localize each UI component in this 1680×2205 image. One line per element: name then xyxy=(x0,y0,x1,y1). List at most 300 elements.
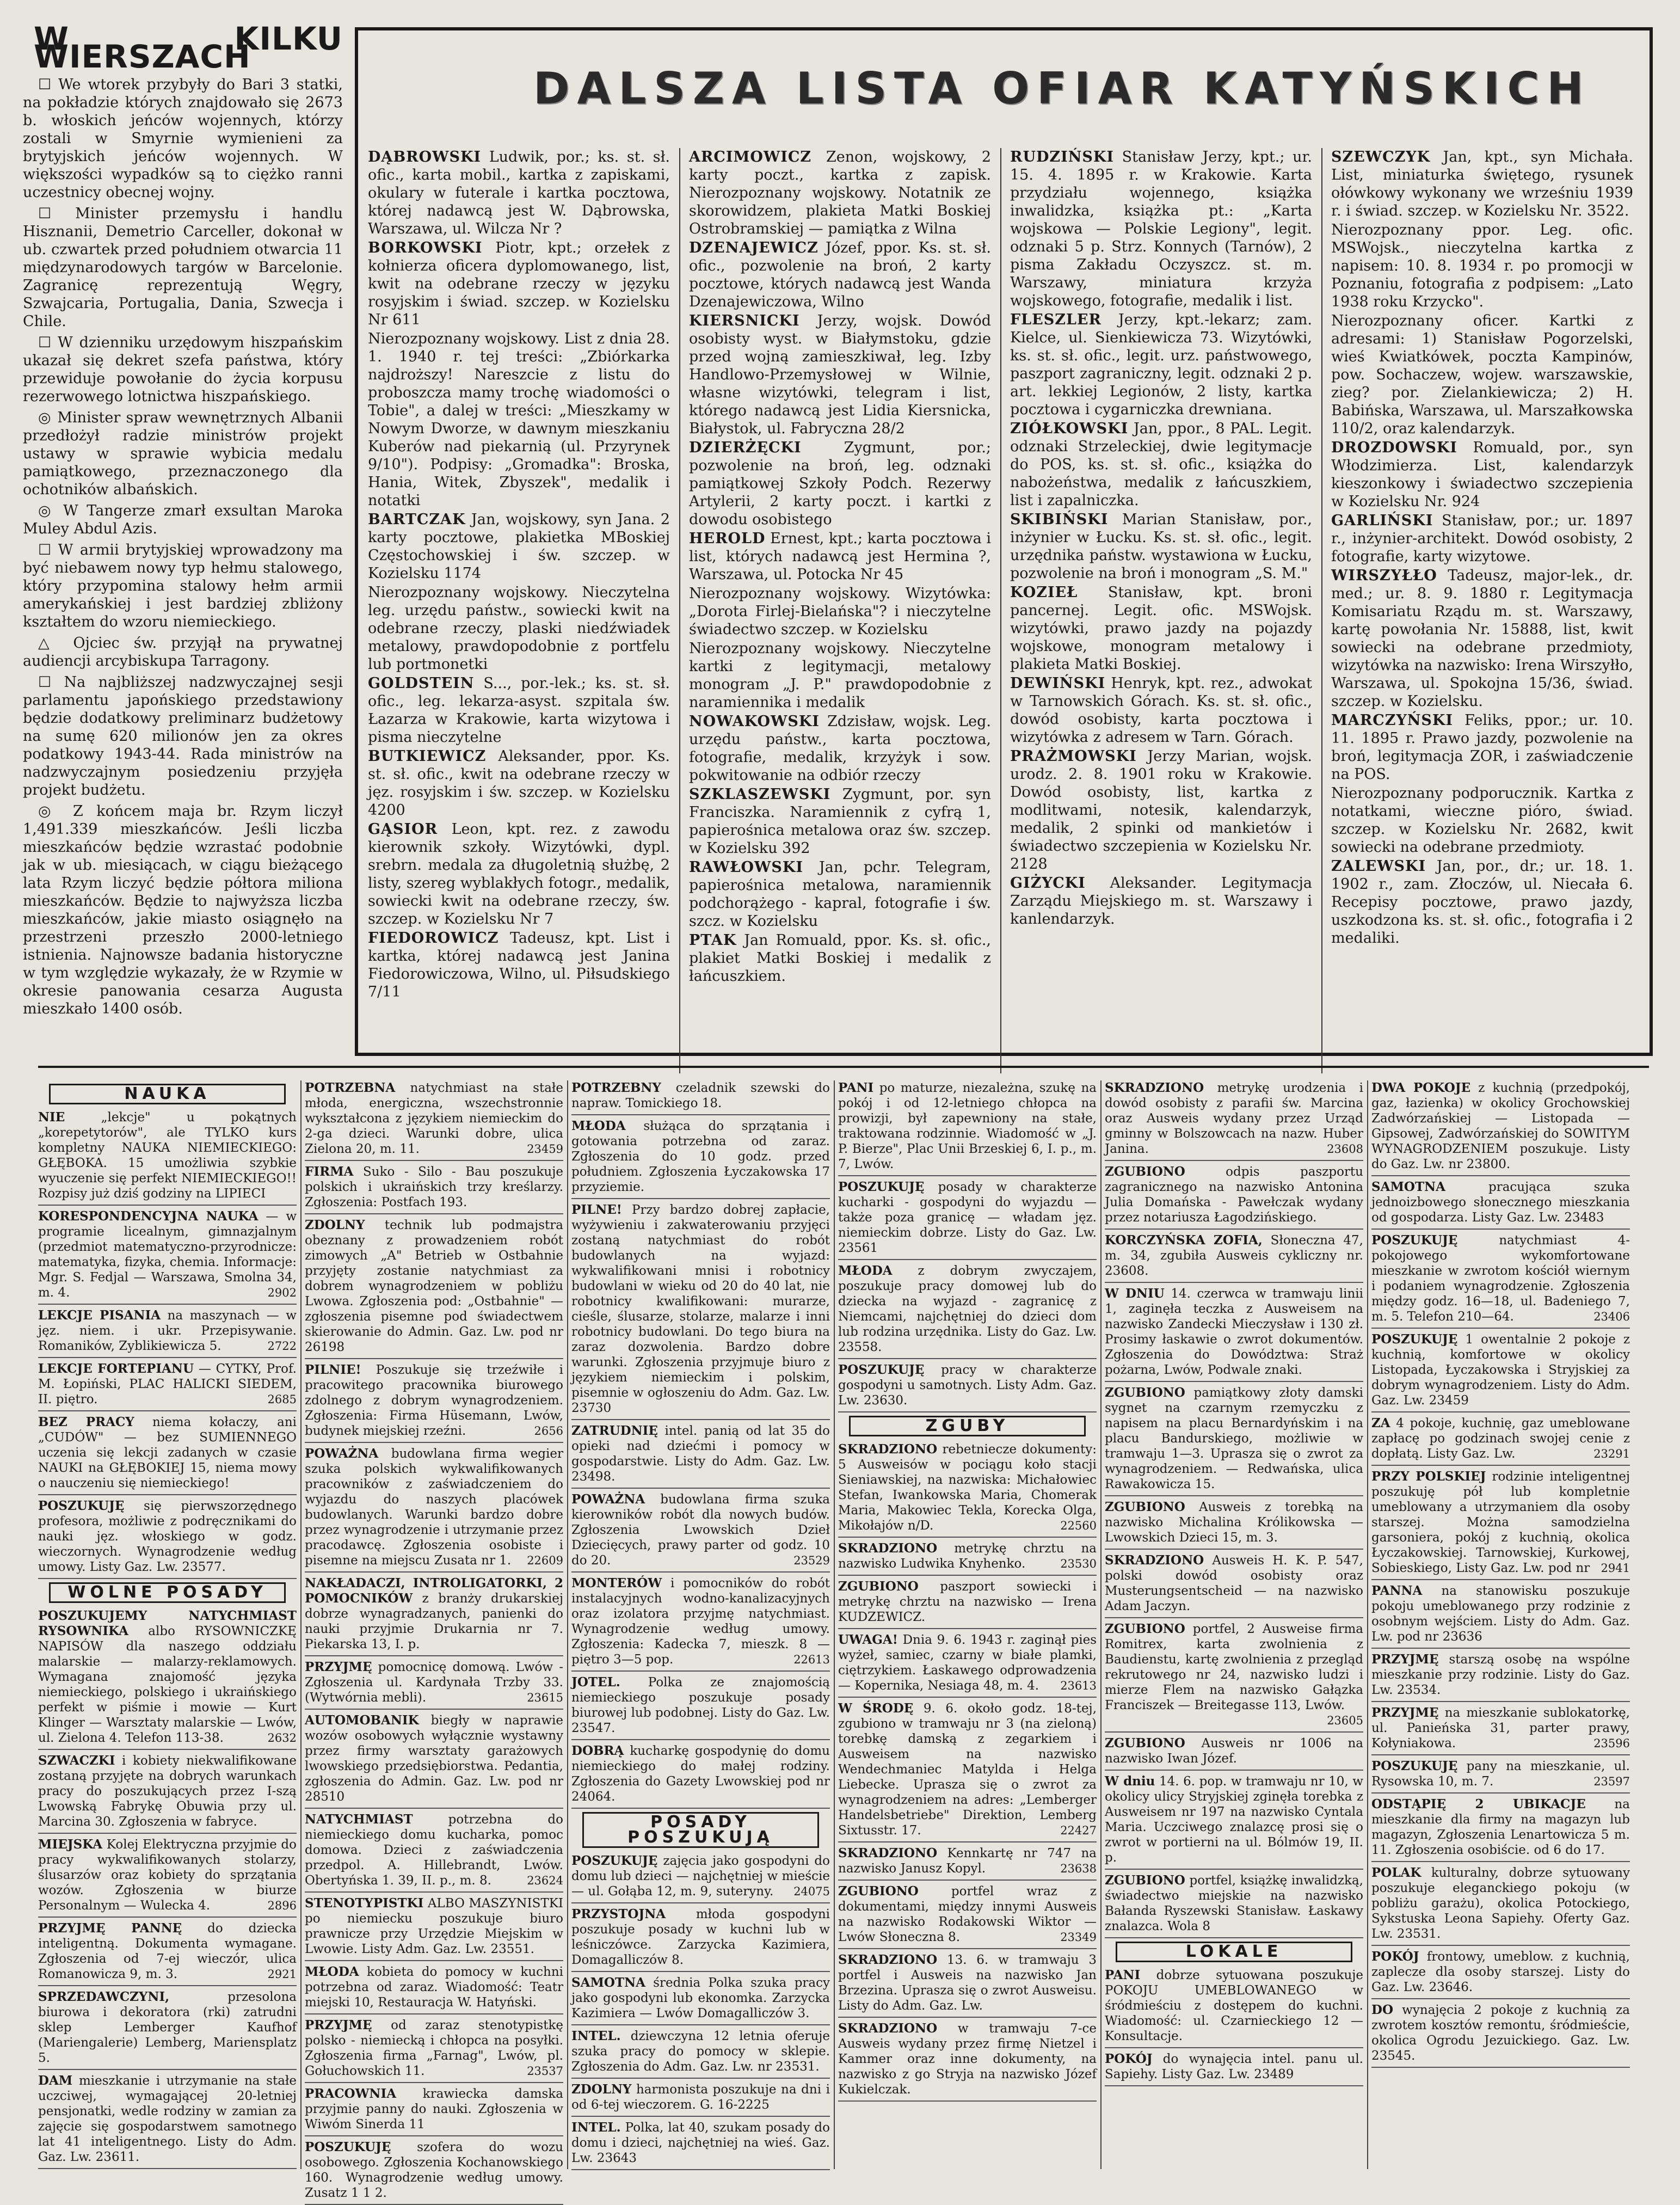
ad-code: 2632 xyxy=(267,1731,297,1745)
ad-text: przesolona biurowa i dekoratora (rki) zatrudni sklep Lemberger Kaufhof (Mariengalerie) Lemberg, Mariensplatz 5. xyxy=(38,1990,297,2065)
ad-text: się pierwszorzędnego profesora, możliwie z podręcznikami do nauki jęz. włoskiego w godz. wieczornych. Wynagrodzenie według umowy. Listy Gaz. Lw. 23577. xyxy=(38,1499,297,1574)
victim-surname: KOZIEŁ xyxy=(1010,584,1078,601)
victim-entry xyxy=(1331,567,1633,710)
ad-lead: DWA POKOJE xyxy=(1371,1080,1471,1095)
ad-lead: BEZ PRACY xyxy=(38,1415,134,1429)
victim-details: Jan, por., dr.; ur. 18. 1. 1902 r., zam. Złoczów, ul. Niecała 6. Recepisy pocztowe, prawo jazdy, uszkodzona ks. st. sł. ofic., fotografia i 2 medaliki. xyxy=(1331,858,1633,947)
ad-lead: DOBRĄ xyxy=(571,1743,624,1758)
ad-code: 2656 xyxy=(534,1424,563,1438)
victim-surname: ZALEWSKI xyxy=(1331,858,1426,875)
column-rule xyxy=(300,1080,301,2169)
victim-entry xyxy=(1331,439,1633,511)
victim-surname: FLESZLER xyxy=(1010,311,1101,328)
classified-ad xyxy=(1105,1500,1363,1550)
news-item: ☐ W dzienniku urzędowym hiszpańskim ukazał się dekret szefa państwa, który przewiduje powołanie do życia korpusu rezerwowego lotnictwa hiszpańskiego. xyxy=(23,334,343,405)
ad-lead: POTRZEBNY xyxy=(571,1080,661,1095)
ad-text: ALBO MASZYNISTKI po niemiecku poszukuje biuro prawnicze przy Urzędzie Miejskim w Lwowie. Listy Adm. Gaz. Lw. 23551. xyxy=(305,1896,563,1956)
victim-surname: WIRSZYŁŁO xyxy=(1331,567,1437,584)
ad-text: na maszynach — w jęz. niem. i ukr. Przepisywanie. Romaników, Zyblikiewicza 5. xyxy=(38,1309,297,1353)
classified-ad xyxy=(838,1362,1097,1412)
classified-ad xyxy=(1105,1233,1363,1283)
ad-text: budowlana firma wegier szuka polskich wykwalifikowanych pracowników z zaświadczeniem do wyjazdu do naszych placówek budowlanych. Warunki bardzo dobre przez wynagrodzenie i utrzymanie przez pracodawcę. Zgłoszenia osobiste i pisemne na miejscu Zusata nr 1. xyxy=(305,1447,563,1568)
ad-lead: ODSTĄPIĘ 2 UBIKACJE xyxy=(1371,1797,1586,1811)
classified-ad xyxy=(571,2120,830,2170)
classified-ad xyxy=(571,1675,830,1740)
ads-column xyxy=(38,1080,297,2169)
ad-text: od zaraz stenotypistkę polsko - niemiecką i chłopca na posyłki. Zgłoszenia firma „Farnag", Lwów, pl. Gołuchowskich 11. xyxy=(305,2018,563,2078)
ad-lead: PRZYJMĘ PANNĘ xyxy=(38,1921,182,1936)
classified-ad xyxy=(38,1837,297,1918)
victim-entry xyxy=(1010,674,1312,746)
ad-lead: PRZYJMĘ xyxy=(1371,1705,1439,1720)
ad-code: 2902 xyxy=(267,1286,297,1299)
classified-ad xyxy=(838,1180,1097,1260)
ad-lead: UWAGA! xyxy=(838,1632,898,1647)
ad-text: 14. 6. pop. w tramwaju nr 10, w okolicy ulicy Stryjskiej zginęła torebka z Ausweisem nr 197 na nazwisko Cyntala Maria. Uczciwego znalazcę prosi się o zwrot w portierni na ul. Bólmów 19, II. p. xyxy=(1105,1774,1363,1865)
ad-code: 23608 xyxy=(1327,1143,1363,1156)
classified-ad xyxy=(305,1576,563,1656)
classified-ad xyxy=(571,2082,830,2117)
ad-text: frontowy, umeblow. z kuchnią, zaplecze dla osoby starszej. Listy do Gaz. Lw. 23646. xyxy=(1371,1950,1630,1994)
victim-entry xyxy=(1331,512,1633,566)
victim-entry xyxy=(1331,784,1633,856)
victim-details: Nierozpoznany wojskowy. Nieczytelne kartki z legitymacji, metalowy monogram „J. P." prawdopodobnie z naramiennika i medalik xyxy=(689,640,991,711)
ad-lead: PRZYJMĘ xyxy=(1371,1652,1439,1667)
ad-code: 23624 xyxy=(527,1874,563,1887)
ad-text: średnia Polka szuka pracy jako gospodyni lub ekonomka. Zarzycka Kazimiera — Lwów Domagalliczów 3. xyxy=(571,1976,830,2020)
victim-details: Nierozpoznany wojskowy. List z dnia 28. 1. 1940 r. tej treści: „Zbiórkarka najdroższy! Nareszcie z listu do proboszcza mamy trochę wiadomości o Tobie", a dalej w treści: „Mieszkamy w Nowym Dworze, w dawnym mieszkaniu Kuberów nad piekarnią (ul. Przyrynek 9/10"). Podpisy: „Gromadka": Broska, Hania, Witek, Zbyszek", medalik i notatki xyxy=(368,330,670,509)
classified-ad xyxy=(305,2018,563,2083)
victim-surname: SZEWCZYK xyxy=(1331,149,1431,165)
ad-text: portfel wraz z dokumentami, między innymi Ausweis na nazwisko Rodakowski Wiktor — Lwów Słoneczna 8. xyxy=(838,1884,1097,1944)
ad-text: Suko - Silo - Bau poszukuje polskich i ukraińskich trzy kreślarzy. Zgłoszenia: Postfach 193. xyxy=(305,1165,563,1209)
victim-details: Zygmunt, por. syn Franciszka. Naramiennik z cyfrą 1, papierośnica metalowa oraz św. szczep. w Kozielsku 392 xyxy=(689,786,991,857)
classified-ad xyxy=(1105,1080,1363,1161)
victim-details: Józef, ppor. Ks. st. sł. ofic., pozwolenie na broń, 2 karty pocztowe, których nadawcą jest Wanda Dzenajewiczowa, Wilno xyxy=(689,239,991,310)
news-item: ◎ W Tangerze zmarł exsultan Maroka Muley Abdul Azis. xyxy=(23,502,343,537)
ad-code: 2722 xyxy=(267,1340,297,1353)
ad-lead: POTRZEBNA xyxy=(305,1080,396,1095)
ad-text: portfel, książkę inwalidzką, świadectwo miejskie na nazwisko Bałanda Ryszewski Stanisław. Łaskawy znalazca. Wola 8 xyxy=(1105,1874,1363,1933)
ad-text: metrykę chrztu na nazwisko Ludwika Knyhenko. xyxy=(838,1541,1097,1571)
victim-surname: FIEDOROWICZ xyxy=(368,930,499,947)
victim-surname: BARTCZAK xyxy=(368,511,466,528)
classified-ad xyxy=(305,1812,563,1893)
victim-entry xyxy=(368,929,670,1001)
victim-details: Zenon, wojskowy, 2 karty poczt., kartka z zapisk. Nierozpoznany wojskowy. Notatnik ze skorowidzem, plakieta Matki Boskiej Ostrobramskiej — pamiątka z Wilna xyxy=(689,149,991,237)
katyn-column xyxy=(689,148,991,1073)
ad-lead: MIEJSKA xyxy=(38,1837,103,1852)
ad-text: z dobrym zwyczajem, poszukuje pracy domowej lub do dziecka na wyjazd - zagranicę z Niemcami, najchętniej do dzieci dom lub rodzina urzędnika. Listy do Gaz. Lw. 23558. xyxy=(838,1264,1097,1354)
ad-lead: PANI xyxy=(838,1080,874,1095)
classified-ad xyxy=(838,1846,1097,1881)
victim-surname: SKIBIŃSKI xyxy=(1010,511,1109,528)
ad-lead: MONTERÓW xyxy=(571,1576,662,1590)
ad-lead: NIE xyxy=(38,1110,65,1125)
ad-text: 1 owentalnie 2 pokoje z kuchnią, komfortowe w okolicy Listopada, Łyczakowska i Stryjskiej za dobrym wynagrodzeniem. Listy do Adm. Gaz. Lw. 23459 xyxy=(1371,1332,1630,1408)
classified-ad xyxy=(571,1119,830,1199)
ads-column xyxy=(1371,1080,1630,2169)
ad-text: Ausweis H. K. P. 547, polski dowód osobisty oraz Musterungsentscheid — na nazwisko Adam Jaczyn. xyxy=(1105,1553,1363,1613)
classified-ad xyxy=(1105,1774,1363,1870)
victim-details: Stanisław Jerzy, kpt.; ur. 15. 4. 1895 r. w Krakowie. Karta przydziału wojennego, książka inwalidzka, książka pt.: „Karta wojskowa — Polskie Legiony", legit. odznaki 5 p. Strz. Konnych (Tarnów), 2 pisma Zakładu Oczyszcz. st. m. Warszawy, miniatura krzyża wojskowego, fotografie, medalik i list. xyxy=(1010,149,1312,309)
ad-text: do dziecka inteligentną. Dokumenta wymagane. Zgłoszenia od 7-ej wieczór, ulica Romanowicza 9, m. 3. xyxy=(38,1921,297,1981)
victim-details: Stanisław, kpt. broni pancernej. Legit. ofic. MSWojsk. wizytówki, prawo jazdy na pojazdy wojskowe, monogram metalowy i plakieta Matki Boskiej. xyxy=(1010,584,1312,673)
victim-details: Stanisław, por.; ur. 1897 r., inżynier-architekt. Dowód osobisty, 2 fotografie, karty wizytowe. xyxy=(1331,512,1633,565)
ad-text: i pomocników do robót instalacyjnych wodno-kanalizacyjnych oraz izolatora przyjmę natychmiast. Wynagrodzenie według umowy. Zgłoszenia: Kadecka 7, mieszk. 8 — piętro 3—5 pop. xyxy=(571,1576,830,1667)
ad-lead: POWAŻNA xyxy=(571,1492,645,1507)
classified-ad xyxy=(38,1608,297,1750)
ad-lead: POSZUKUJĘ xyxy=(1371,1233,1458,1248)
victim-details: Nierozpoznany wojskowy. Nieczytelna leg. urzędu państw., sowiecki kwit na odebrane rzeczy, plaski niedźwiadek metalowy, prawdopodobnie z portfelu lub portmonetki xyxy=(368,584,670,673)
victim-entry xyxy=(368,148,670,238)
classified-ad xyxy=(305,1713,563,1809)
victim-details: Piotr, kpt.; orzełek z kołnierza oficera dyplomowanego, list, kwit na odebrane rzeczy w języku rosyjskim i świad. szczep. w Kozielsku Nr 611 xyxy=(368,239,670,328)
classified-ad xyxy=(1105,1385,1363,1496)
victim-entry xyxy=(689,239,991,311)
classified-ad xyxy=(1371,1332,1630,1412)
classified-ad xyxy=(305,2086,563,2136)
ad-lead: POSZUKUJĘ xyxy=(38,1498,125,1513)
victim-entry xyxy=(1010,511,1312,582)
ad-code: 23613 xyxy=(1060,1679,1097,1692)
classified-ad xyxy=(38,1308,297,1358)
ad-lead: SZWACZKI xyxy=(38,1753,115,1768)
classified-ad xyxy=(1105,1553,1363,1618)
victim-entry xyxy=(368,330,670,509)
victim-details: Feliks, ppor.; ur. 10. 11. 1895 r. Prawo jazdy, pozwolenie na broń, legitymacja ZOR, i zaświadczenie na POS. xyxy=(1331,712,1633,783)
ad-text: kucharkę gospodynię do domu niemieckiego do małej rodziny. Zgłoszenia do Gazety Lwowskiej pod nr 24064. xyxy=(571,1744,830,1804)
ad-lead: MŁODA xyxy=(838,1263,893,1278)
victim-entry xyxy=(368,584,670,673)
ad-lead: W ŚRODĘ xyxy=(838,1701,914,1716)
classified-ad xyxy=(571,1743,830,1809)
victim-surname: PTAK xyxy=(689,932,737,949)
victim-details: Jerzy, wojsk. Dowód osobisty wyst. w Białymstoku, gdzie przed wojną zamieszkiwał, leg. Izby Handlowo-Przemysłowej w Wilnie, własne wizytówki, telegram i list, którego nadawcą jest Lidia Kiersnicka, Białystok, ul. Fabryczna 28/2 xyxy=(689,312,991,437)
victim-entry xyxy=(689,640,991,711)
ad-lead: ZDOLNY xyxy=(571,2082,632,2097)
victim-surname: HEROLD xyxy=(689,530,766,547)
victim-details: Jan, kpt., syn Michała. List, miniaturka świętego, rysunek ołówkowy wykonany we wrześniu 1939 r. i świad. szczep. w Kozielsku Nr. 3522. xyxy=(1331,149,1633,219)
ad-text: wynajęcia 2 pokoje z kuchnią za zwrotem kosztów remontu, śródmieście, okolica Ogrodu Jezuickiego. Gaz. Lw. 23545. xyxy=(1371,2003,1630,2063)
victim-entry xyxy=(1331,711,1633,783)
victim-details: Tadeusz, kpt. List i kartka, której nadawcą jest Janina Fiedorowiczowa, Wilno, ul. Piłsudskiego 7/11 xyxy=(368,930,670,1000)
ad-lead: FIRMA xyxy=(305,1164,354,1179)
ad-lead: ZGUBIONO xyxy=(1105,1621,1185,1636)
ad-code: 23615 xyxy=(527,1691,563,1704)
classified-ad xyxy=(571,1423,830,1489)
classified-ad xyxy=(38,1415,297,1495)
victim-entry xyxy=(1331,312,1633,438)
victim-details: Leon, kpt. rez. z zawodu kierownik szkoły. Wizytówki, dypl. srebrn. medala za długoletnią służbę, 2 listy, szereg wyblakłych fotogr., medalik, sowiecki kwit na odebrane rzeczy, św. szczep. w Kozielsku Nr 7 xyxy=(368,821,670,928)
ads-column xyxy=(1105,1080,1363,2169)
ad-text: Poszukuje się trzeźwiłe i pracowitego pracownika biurowego zdolnego z dobrym wynagrodzeniem. Zgłoszenia: Firma Hüsemann, Lwów, budynek miejskiej rzeźni. xyxy=(305,1363,563,1438)
news-item: ☐ W armii brytyjskiej wprowadzony ma być niebawem nowy typ hełmu stalowego, który przypomina stalowy hełm armii amerykańskiej i jest bardziej zbliżony kształtem do wzoru niemieckiego. xyxy=(23,542,343,630)
ad-text: biegły w naprawie wozów osobowych wyłącznie wystawny przez firmy warsztaty garażowych lwowskiego przedsiębiorstwa. Pedantia, zgłoszenia do Admin. Gaz. Lw. pod nr 28510 xyxy=(305,1713,563,1804)
victim-details: Nierozpoznany podporucznik. Kartka z notatkami, wieczne pióro, świad. szczep. w Kozielsku Nr. 2682, kwit sowiecki na odebrane przedmioty. xyxy=(1331,785,1633,856)
victim-surname: DZENAJEWICZ xyxy=(689,239,819,256)
katyn-column xyxy=(1331,148,1633,1073)
ad-text: pracy w charakterze gospodyni u samotnych. Listy Adm. Gaz. Lw. 23630. xyxy=(838,1363,1097,1408)
victim-details: Jan Romuald, ppor. Ks. sł. ofic., plakiet Matki Boskiej i medalik z łańcuszkiem. xyxy=(689,932,991,985)
ad-lead: NAKŁADACZI, INTROLIGATORKI, 2 POMOCNIKÓW xyxy=(305,1576,563,1606)
news-item: ☐ Minister przemysłu i handlu Hisznanii, Demetrio Carceller, dokonał w ub. czwartek przed południem otwarcia 11 międzynarodowych targów w Barcelonie. Zagranicę reprezentują Węgry, Szwajcaria, Portugalia, Dania, Szwecja i Chile. xyxy=(23,205,343,330)
victim-details: Henryk, kpt. rez., adwokat w Tarnowskich Górach. Ks. st. sł. ofic., dowód osobisty, karta pocztowa i wizytówka z adresem w Tarn. Górach. xyxy=(1010,675,1312,746)
ad-text: dziewczyna 12 letnia oferuje szuka pracy do pomocy w sklepie. Zgłoszenia do Adm. Gaz. Lw. nr 23531. xyxy=(571,2029,830,2074)
news-column xyxy=(23,20,343,1075)
ad-text: posady w charakterze kucharki - gospodyni do wyjazdu — także poza granicę — władam jęz. niemieckim dobrze. Listy do Gaz. Lw. 23561 xyxy=(838,1180,1097,1255)
victim-details: S..., por.-lek.; ks. st. sł. ofic., leg. lekarza-asyst. szpitala św. Łazarza w Krakowie, karta wizytowa i pisma nieczytelne xyxy=(368,675,670,746)
ad-text: pany na mieszkanie, ul. Rysowska 10, m. 7. xyxy=(1371,1759,1630,1789)
ad-text: szofera do wozu osobowego. Zgłoszenia Kochanowskiego 160. Wynagrodzenie według umowy. Zusatz 1 1 2. xyxy=(305,2140,563,2200)
news-item: △ Ojciec św. przyjął na prywatnej audiencji arcybiskupa Tarragony. xyxy=(23,635,343,670)
ads-column xyxy=(571,1080,830,2169)
victim-surname: DĄBROWSKI xyxy=(368,149,482,165)
ad-lead: SKRADZIONO xyxy=(838,1442,938,1457)
ad-text: i kobiety niekwalifikowane zostaną przyjęte na dobrych warunkach pracy do poszukujących przez I-szą Lwowską Fabrykę Obuwia przy ul. Marcina 30. Zgłoszenia w fabryce. xyxy=(38,1754,297,1829)
classified-ad xyxy=(571,1907,830,1972)
victim-details: Ludwik, por.; ks. st. sł. ofic., karta mobil., kartka z zapiskami, okulary w futerale i kartka pocztowa, której nadawcą jest W. Dąbrowska, Warszawa, ul. Wilcza Nr ? xyxy=(368,149,670,237)
victim-entry xyxy=(368,747,670,819)
victim-entry xyxy=(1010,874,1312,928)
ad-text: do wynajęcia intel. panu ul. Sapiehy. Listy Gaz. Lw. 23489 xyxy=(1105,2052,1363,2081)
classified-ad xyxy=(571,1202,830,1420)
victim-surname: MARCZYŃSKI xyxy=(1331,712,1454,729)
ad-code: 23291 xyxy=(1593,1447,1630,1460)
ads-section-heading: LOKALE xyxy=(1116,1942,1352,1962)
victim-surname: GARLIŃSKI xyxy=(1331,512,1433,529)
victim-surname: DROZDOWSKI xyxy=(1331,439,1457,456)
classified-ad xyxy=(305,1660,563,1710)
victim-details: Nierozpoznany oficer. Kartki z adresami: 1) Stanisław Pogorzelski, wieś Kwiatkówek, poczta Kampinów, pow. Sochaczew, wojew. warszawskie, zieg? por. Zielankiewicza; 2) H. Babińska, Warszawa, ul. Marszałkowska 110/2, oraz kalendarzyk. xyxy=(1331,312,1633,437)
news-item: ◎ Z końcem maja br. Rzym liczył 1,491.339 mieszkańców. Jeśli liczba mieszkańców będzie wzrastać podobnie jak w ub. miesiącach, w ciągu bieżącego lata Rzym liczyć będzie półtora miliona mieszkańców. Będzie to najwyższa liczba mieszkańców, jakie miasto osiągnęło na przestrzeni przeszło 2000-letniego istnienia. Najnowsze badania historyczne w tym względzie wykazały, że w Rzymie w okresie panowania cesarza Augusta mieszkało 1400 osób. xyxy=(23,803,343,1017)
ad-lead: W dniu xyxy=(1105,1774,1155,1789)
victim-entry xyxy=(368,820,670,928)
ad-code: 23605 xyxy=(1327,1714,1363,1727)
ad-text: na mieszkanie dla firmy na magazyn lub magazyn, Zgłoszenia Lenartowicza 5 m. 11. Zgłoszenia osobiście. od 6 do 17. xyxy=(1371,1797,1630,1857)
ad-text: rebetniecze dokumenty: 5 Ausweisów w pociągu koło stacji Sieniawskiej, na nazwiska: Michałowiec Stefan, Iwankowska Maria, Chomerak Maria, Makowiec Tekla, Korecka Olga, Mikołajów n/D. xyxy=(838,1442,1097,1533)
news-item: ◎ Minister spraw wewnętrznych Albanii przedłożył radzie ministrów projekt ustawy w sprawie wybicia medalu pamiątkowego, przeznaczonego dla ochotników albańskich. xyxy=(23,409,343,498)
ad-lead: SAMOTNA xyxy=(571,1975,645,1990)
victim-entry xyxy=(368,674,670,746)
classified-ad xyxy=(1371,1797,1630,1862)
ad-code: 23530 xyxy=(1060,1557,1097,1570)
ad-lead: ZGUBIONO xyxy=(838,1884,919,1899)
classified-ad xyxy=(571,2029,830,2079)
ad-text: młoda gospodyni poszukuje posady w kuchni lub w leśniczówce. Zarzycka Kazimiera, Domagalliczów 8. xyxy=(571,1907,830,1967)
ad-text: zajęcia jako gospodyni do domu lub dzieci — najchętniej w mieście — ul. Gołąba 12, m. 9, suteryny. xyxy=(571,1854,830,1899)
column-rule xyxy=(834,1080,835,2169)
ad-text: odpis paszportu zagranicznego na nazwisko Antonina Julia Domańska - Pawełczak wydany przez notariusza Łagodzińskiego. xyxy=(1105,1165,1363,1225)
ad-text: czeladnik szewski do napraw. Tomickiego 18. xyxy=(571,1081,830,1110)
classified-ad xyxy=(1371,1180,1630,1230)
classified-ad xyxy=(305,1446,563,1573)
victim-entry xyxy=(689,713,991,784)
victim-entry xyxy=(689,530,991,584)
victim-entry xyxy=(689,785,991,857)
victim-entry xyxy=(1010,420,1312,509)
classified-ad xyxy=(838,1701,1097,1842)
ad-lead: SKRADZIONO xyxy=(1105,1080,1204,1095)
ad-lead: POSZUKUJĘ xyxy=(1371,1332,1458,1347)
classified-ad xyxy=(571,1975,830,2025)
ad-text: na stanowisku poszukuje pokoju umeblowanego przy rodzinie z osobnym wejściem. Listy do Adm. Gaz. Lw. pod nr 23636 xyxy=(1371,1584,1630,1644)
katyn-column xyxy=(368,148,670,1073)
ad-lead: POLAK xyxy=(1371,1865,1421,1880)
ad-text: metrykę urodzenia i dowód osobisty z parafii św. Marcina oraz Ausweis wydany przez Urząd gminny w Bolszowcach na nazw. Huber Janina. xyxy=(1105,1081,1363,1156)
ad-text: 9. 6. około godz. 18-tej, zgubiono w tramwaju nr 3 (na zieloną) torebkę damską z zegarkiem i Ausweisem na nazwisko Wendechmaniec Matylda i Helga Liebecke. Uprasza się o zwrot za wynagrodzeniem na adres: „Lemberger Handelsbetriebe" Direktion, Lemberg Sixtusstr. 17. xyxy=(838,1702,1097,1838)
classified-ad xyxy=(38,1753,297,1834)
victim-surname: DZIERŻĘCKI xyxy=(689,439,802,456)
classified-ad xyxy=(305,2140,563,2205)
news-items xyxy=(23,76,343,1018)
classified-ad xyxy=(838,1541,1097,1576)
ad-text: intel. panią od lat 35 do opieki nad dziećmi i pomocy w gospodarstwie. Listy do Adm. Gaz. Lw. 23498. xyxy=(571,1424,830,1484)
ad-text: pomocnicę domową. Lwów - Zgłoszenia ul. Kardynała Trzby 33. (Wytwórnia mebli). xyxy=(305,1660,563,1705)
ad-lead: ZATRUDNIĘ xyxy=(571,1423,658,1438)
ad-lead: PILNIE! xyxy=(305,1362,361,1377)
classified-ad xyxy=(38,1209,297,1305)
classified-ad xyxy=(305,1964,563,2014)
victim-entry xyxy=(1010,584,1312,673)
ad-code: 22560 xyxy=(1060,1519,1097,1532)
classified-ad xyxy=(1371,1080,1630,1176)
ad-lead: SKRADZIONO xyxy=(838,1952,938,1967)
victim-surname: ZIÓŁKOWSKI xyxy=(1010,420,1129,437)
ad-text: natychmiast na stałe młoda, energiczna, wszechstronnie wykształcona z językiem niemieckim do 2-ga dzieci. Warunki dobre, ulica Zielona 20, m. 11. xyxy=(305,1081,563,1156)
victim-entry xyxy=(368,511,670,582)
ad-text: — CYTKY, Prof. M. Łopiński, PLAC HALICKI SIEDEM, II. piętro. xyxy=(38,1362,297,1406)
ad-code: 22613 xyxy=(793,1653,830,1666)
ad-lead: POSZUKUJĘ xyxy=(838,1362,925,1377)
ad-lead: ZGUBIONO xyxy=(838,1579,919,1594)
victim-entry xyxy=(1331,857,1633,947)
classified-ad xyxy=(1371,1233,1630,1329)
ad-code: 23529 xyxy=(793,1554,830,1567)
ad-lead: INTEL. xyxy=(571,2029,621,2043)
ad-lead: KORESPONDENCYJNA NAUKA xyxy=(38,1209,259,1224)
classified-ad xyxy=(38,2073,297,2169)
ad-lead: JOTEL. xyxy=(571,1675,620,1690)
ads-section-heading: WOLNE POSADY xyxy=(49,1582,286,1603)
victim-entry xyxy=(689,585,991,638)
victim-surname: ARCIMOWICZ xyxy=(689,149,812,165)
classified-ad xyxy=(571,1492,830,1573)
ad-lead: PRACOWNIA xyxy=(305,2086,397,2101)
ad-text: dobrze sytuowana poszukuje POKOJU UMEBLOWANEGO w śródmieściu z dostępem do kuchni. Wiadomość: ul. Czarnieckiego 12 — Konsultacje. xyxy=(1105,1968,1363,2043)
victim-details: Jan, ppor., 8 PAL. Legit. odznaki Strzeleckiej, dwie legitymacje do POS, ks. st. sł. ofic., książka do nabożeństwa, medalik z łańcuszkiem, list i zapalniczka. xyxy=(1010,420,1312,509)
ad-code: 23597 xyxy=(1593,1775,1630,1788)
victim-details: Romuald, por., syn Włodzimierza. List, kalendarzyk kieszonkowy i świadectwo szczepienia w Kozielsku Nr. 924 xyxy=(1331,439,1633,510)
victim-surname: BORKOWSKI xyxy=(368,239,483,256)
victim-entry xyxy=(689,858,991,930)
victim-entry xyxy=(689,312,991,438)
classified-ad xyxy=(1105,1873,1363,1938)
victim-surname: GIŻYCKI xyxy=(1010,875,1086,892)
victim-details: Marian Stanisław, por., inżynier w Łucku. Ks. st. sł. ofic., legit. urzędnika państw. wystawiona w Łucku, pozwolenie na broń i monogram „S. M." xyxy=(1010,511,1312,582)
victim-entry xyxy=(1331,148,1633,220)
ad-code: 2685 xyxy=(267,1393,297,1406)
column-rule xyxy=(567,1080,568,2169)
ad-text: z branży drukarskiej dobrze wynagradzanych, panienki do nauki przyjmie Drukarnia nr 7. Piekarska 13, I. p. xyxy=(305,1592,563,1651)
ad-text: harmonista poszukuje na dni i od 6-tej wieczorem. G. 16-2225 xyxy=(571,2083,830,2112)
ad-text: Przy bardzo dobrej zapłacie, wyżywieniu i zakwaterowaniu przyjęci zostaną natychmiast do robót budowlanych na wyjazd: wykwalifikowani mnisi i robotnicy budowlani w wieku od 20 do 40 lat, nie robotnicy kwalifikowani: murarze, cieśle, ślusarze, stolarze, malarze i inni robotnicy budowlani. Do tego biura na zaraz dozwolenia. Bardzo dobre warunki. Zgłoszenia przyjmuje biuro z językiem niemieckim i polskim, pisemnie w ogłoszeniu do Adm. Gaz. Lw. 23730 xyxy=(571,1203,830,1415)
classified-ad xyxy=(1105,1286,1363,1382)
ad-lead: POSZUKUJĘ xyxy=(305,2140,391,2154)
ad-text: Ausweis nr 1006 na nazwisko Iwan Józef. xyxy=(1105,1736,1363,1766)
column-rule xyxy=(1367,1080,1368,2169)
ad-text: starszą osobę na wspólne mieszkanie przy rodzinie. Listy do Gaz. Lw. 23534. xyxy=(1371,1653,1630,1697)
ad-lead: STENOTYPISTKI xyxy=(305,1896,424,1911)
ad-text: Polka ze znajomością niemieckiego poszukuje posady biurowej lub podobnej. Listy do Gaz. Lw. 23547. xyxy=(571,1675,830,1735)
victim-details: Jan, wojskowy, syn Jana. 2 karty pocztowe, plakietka MBoskiej Częstochowskiej i św. szczep. w Kozielsku 1174 xyxy=(368,511,670,582)
ad-text: niema kołaczy, ani „CUDÓW" — bez SUMIENNEGO uczenia się lekcji zadanych w czasie NAUKI na GŁĘBOKIEJ 15, niema mowy o nauczeniu się niemieckiego! xyxy=(38,1415,297,1490)
ad-code: 24075 xyxy=(793,1885,830,1898)
section-divider xyxy=(38,1066,1649,1068)
ad-lead: PRZYSTOJNA xyxy=(571,1907,666,1921)
ad-text: Kennkartę nr 747 na nazwisko Janusz Kopyl. xyxy=(838,1846,1097,1876)
ad-lead: ZGUBIONO xyxy=(1105,1164,1185,1179)
classified-ad xyxy=(838,1263,1097,1359)
classified-ad xyxy=(1371,1583,1630,1649)
ad-lead: POKÓJ xyxy=(1371,1949,1419,1964)
ad-lead: MŁODA xyxy=(305,1964,359,1979)
victim-details: Nierozpoznany wojskowy. Wizytówka: „Dorota Firlej-Bielańska"? i nieczytelne świadectwo szczep. w Kozielsku xyxy=(689,585,991,638)
classified-ad xyxy=(1371,1759,1630,1794)
ad-text: pracująca szuka jednoizbowego słonecznego mieszkania od gospodarza. Listy Gaz. Lw. 23483 xyxy=(1371,1180,1630,1225)
victim-details: Tadeusz, major-lek., dr. med.; ur. 8. 9. 1880 r. Legitymacja Komisariatu Rządu m. st. Warszawy, kartę powołania Nr. 15888, list, kwit sowiecki na odebrane przedmioty, wizytówka na nazwisko: Irena Wirszyłło, Warszawa, ul. Spokojna 15/36, świad. szczep. w Kozielsku. xyxy=(1331,567,1633,710)
ad-lead: POSZUKUJĘ xyxy=(1371,1759,1458,1773)
ad-text: albo RYSOWNICZKĘ NAPISÓW dla naszego oddziału malarskie — malarzy-reklamowych. Wymagana znajomość języka niemieckiego, polskiego i ukraińskiego perfekt w piśmie i mowie — Kurt Klinger — Warsztaty malarskie — Lwów, ul. Zielona 4. Telefon 113-38. xyxy=(38,1624,297,1745)
ad-lead: KORCZYŃSKA ZOFIA, xyxy=(1105,1233,1263,1248)
classified-ad xyxy=(838,1952,1097,2018)
ad-lead: POSZUKUJĘ xyxy=(571,1853,658,1868)
column-rule xyxy=(1321,148,1322,1073)
classified-ad xyxy=(38,1110,297,1206)
ad-lead: PANNA xyxy=(1371,1583,1423,1598)
ads-column xyxy=(838,1080,1097,2169)
victim-details: Jerzy, kpt.-lekarz; zam. Kielce, ul. Sienkiewicza 73. Wizytówki, ks. st. sł. ofic., legit. urz. państwowego, paszport zagraniczny, legit. odznaki 2 p. art. lekkiej Legionów, 2 listy, kartka pocztowa i cygarniczka drewniana. xyxy=(1010,311,1312,418)
ad-text: mieszkanie i utrzymanie na stałe uczciwej, wymagającej 20-letniej pensjonatki, wedle rodziny w zamian za zajęcie się gospodarstwem samotnego lat 41 inteligentnego. Listy do Adm. Gaz. Lw. 23611. xyxy=(38,2074,297,2164)
ad-text: kulturalny, dobrze sytuowany poszukuje eleganckiego pokoju (w pobliżu garażu), okolica Potockiego, Sykstuska Leona Sapiehy. Oferty Gaz. Lw. 23531. xyxy=(1371,1866,1630,1941)
ad-text: technik lub podmajstra obeznany z prowadzeniem robót zimowych „A" Betrieb w Ostbahnie przyjęty zostanie natychmiast za dobrem wynagrodzeniem w pobliżu Lwowa. Zgłoszenia pod: „Ostbahnie" — zgłoszenia pisemne pod świadectwem skierowanie do Admin. Gaz. Lw. pod nr 26198 xyxy=(305,1218,563,1354)
classified-ad xyxy=(838,2021,1097,2102)
classified-ad xyxy=(305,1080,563,1161)
victim-surname: GĄSIOR xyxy=(368,821,438,838)
news-item: ☐ Na najbliższej nadzwyczajnej sesji parlamentu japońskiego przedstawiony będzie dodatkowy preliminarz budżetowy na sumę 620 milionów jen za okres podatkowy 1943-44. Rada ministrów na nadzwyczajnym posiedzeniu przyjęła projekt budżetu. xyxy=(23,674,343,799)
classified-ad xyxy=(571,1576,830,1672)
ad-text: po maturze, niezależna, szukę na pokój i od 12-letniego chłopca na prowizji, był zapewniony na stałe, traktowana rodzinnie. Wiadomość w „J. P. Bierze", Plac Unii Brzeskiej 6, I. p., m. 7, Lwów. xyxy=(838,1081,1097,1171)
ad-lead: ZGUBIONO xyxy=(1105,1736,1185,1751)
ad-code: 23349 xyxy=(1060,1931,1097,1944)
victim-surname: RUDZIŃSKI xyxy=(1010,149,1115,165)
classified-ad xyxy=(1371,2003,1630,2068)
ad-text: Dnia 9. 6. 1943 r. zaginął pies wyżeł, samiec, czarny w białe plamki, ciętrzykiem. Łaskawego odprowadzenia — Kopernika, Nesiaga 48, m. 4. xyxy=(838,1633,1097,1693)
news-heading: W KILKU WIERSZACH xyxy=(34,20,343,75)
ad-lead: LEKCJE PISANIA xyxy=(38,1308,161,1323)
ad-code: 2921 xyxy=(267,1968,297,1981)
ad-code: 23537 xyxy=(527,2065,563,2078)
ad-lead: PANI xyxy=(1105,1968,1141,1982)
classified-ad xyxy=(1371,1705,1630,1755)
ad-lead: POSZUKUJEMY NATYCHMIAST RYSOWNIKA xyxy=(38,1608,297,1638)
ad-text: Ausweis z torebką na nazwisko Michalina Królikowska — Lwowskich Dzieci 15, m. 3. xyxy=(1105,1500,1363,1545)
katyn-heading: DALSZA LISTA OFIAR KATYŃSKICH xyxy=(533,63,1591,114)
victim-entry xyxy=(1331,221,1633,311)
ad-text: pamiątkowy złoty damski sygnet na czarnym rzemyczku z napisem na placu Bernardyńskim i na placu Bandurskiego, możliwie w tramwaju 1—3. Uprasza się o zwrot za wynagrodzeniem. — Redwańska, ulica Rawakowicza 15. xyxy=(1105,1386,1363,1491)
classified-ad xyxy=(305,1218,563,1359)
victim-surname: KIERSNICKI xyxy=(689,312,800,329)
